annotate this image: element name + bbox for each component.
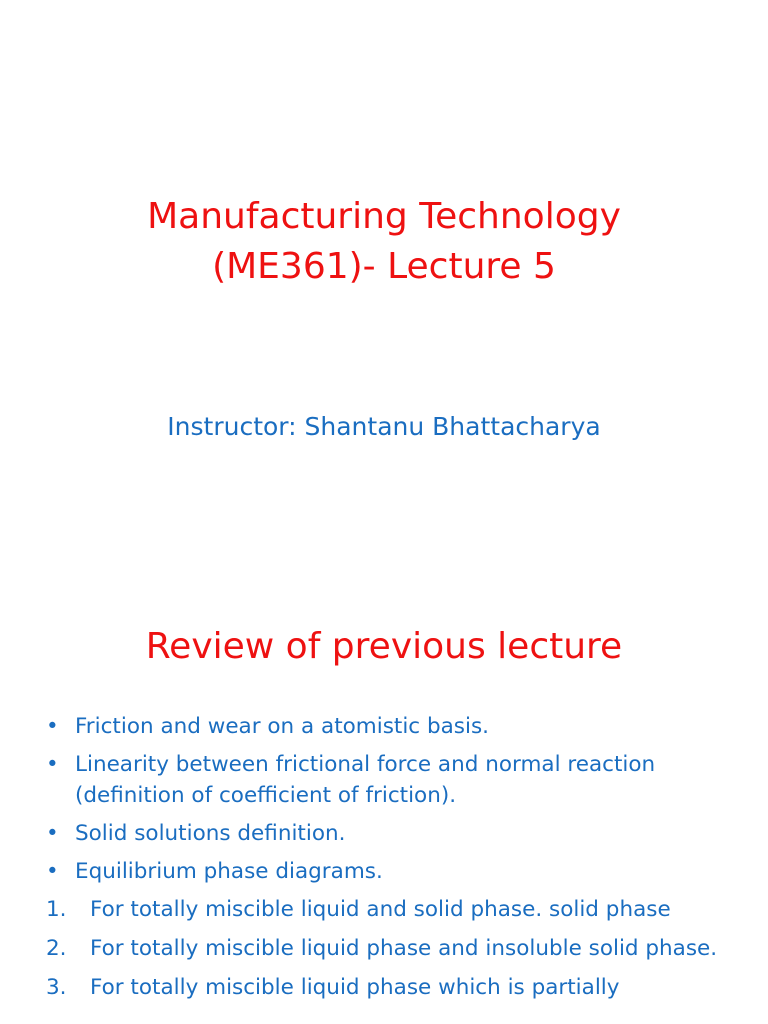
review-list (46, 711, 746, 1011)
bullet-marker: • (46, 821, 59, 846)
list-item (46, 711, 746, 742)
list-item (46, 933, 746, 964)
review-slide (0, 576, 768, 1024)
list-item (46, 894, 746, 925)
lecture-title-line-2: (ME361)- Lecture 5 (212, 246, 556, 287)
instructor-name: Instructor: Shantanu Bhattacharya (167, 412, 601, 441)
bullet-marker: • (46, 859, 59, 884)
lecture-title (0, 192, 768, 292)
number-marker: 3. (46, 975, 67, 1000)
review-heading: Review of previous lecture (145, 626, 623, 667)
list-item (46, 818, 746, 849)
list-item (46, 972, 746, 1003)
list-item-text: For totally miscible liquid phase and insoluble solid phase. (90, 936, 718, 961)
list-item-text: Equilibrium phase diagrams. (75, 859, 383, 884)
list-item-text: Solid solutions definition. (75, 821, 346, 846)
bullet-marker: • (46, 752, 59, 777)
list-item (46, 856, 746, 887)
list-item-text: Linearity between frictional force and normal reaction (definition of coefficient of friction). (75, 752, 656, 808)
number-marker: 1. (46, 897, 67, 922)
bullet-marker: • (46, 714, 59, 739)
number-marker: 2. (46, 936, 67, 961)
list-item-text: For totally miscible liquid and solid phase. solid phase (90, 897, 671, 922)
lecture-title-line-1: Manufacturing Technology (147, 196, 621, 237)
list-item-text: Friction and wear on a atomistic basis. (75, 714, 489, 739)
list-item-text: For totally miscible liquid phase which is partially (90, 975, 620, 1000)
list-item (46, 749, 746, 811)
